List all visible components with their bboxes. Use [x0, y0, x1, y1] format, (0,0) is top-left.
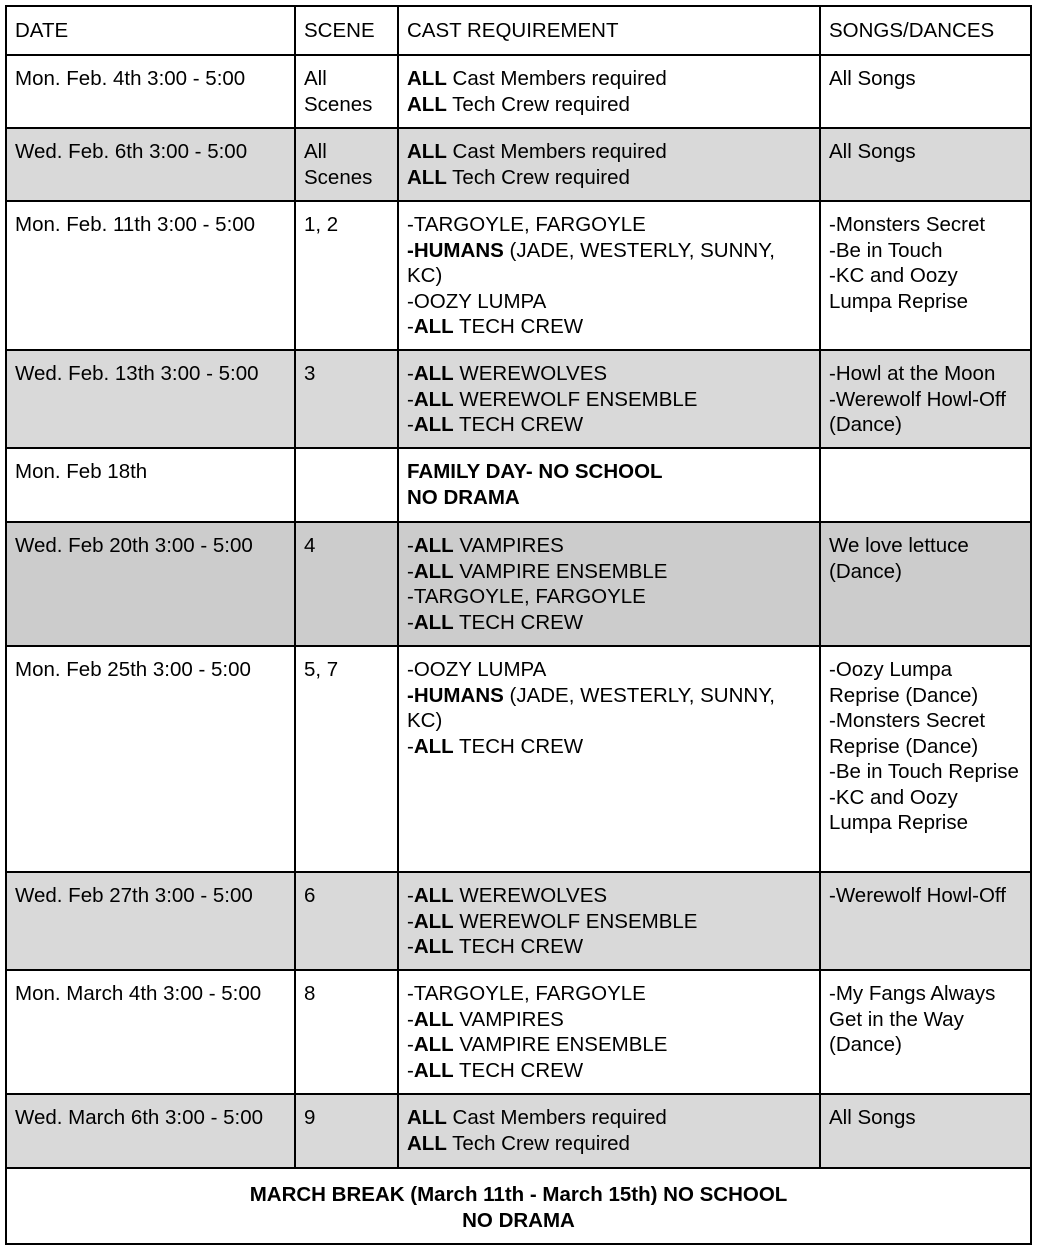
header-cast-requirement: CAST REQUIREMENT [398, 6, 820, 55]
cast-cell: ALL Cast Members required ALL Tech Crew required [398, 1094, 820, 1168]
date-cell: Wed. Feb. 6th 3:00 - 5:00 [6, 128, 295, 201]
header-date: DATE [6, 6, 295, 55]
songs-cell: All Songs [820, 128, 1031, 201]
header-songs-dances: SONGS/DANCES [820, 6, 1031, 55]
scene-cell: 3 [295, 350, 398, 448]
table-row [6, 201, 1031, 350]
header-scene: SCENE [295, 6, 398, 55]
scene-cell: 1, 2 [295, 201, 398, 350]
date-cell: Wed. Feb 27th 3:00 - 5:00 [6, 872, 295, 970]
cast-cell: ALL Cast Members required ALL Tech Crew required [398, 128, 820, 201]
table-row [6, 448, 1031, 522]
songs-cell: -Werewolf Howl-Off [820, 872, 1031, 970]
cast-cell: ALL Cast Members required ALL Tech Crew required [398, 55, 820, 128]
cast-cell: -OOZY LUMPA -HUMANS (JADE, WESTERLY, SUNNY, KC) -ALL TECH CREW [398, 646, 820, 872]
table-row [6, 1094, 1031, 1168]
scene-cell: 4 [295, 522, 398, 646]
table-row [6, 872, 1031, 970]
scene-cell: 5, 7 [295, 646, 398, 872]
cast-cell: -TARGOYLE, FARGOYLE -ALL VAMPIRES -ALL VAMPIRE ENSEMBLE -ALL TECH CREW [398, 970, 820, 1094]
songs-cell [820, 448, 1031, 522]
songs-cell: All Songs [820, 1094, 1031, 1168]
scene-cell: All Scenes [295, 55, 398, 128]
schedule-body [6, 55, 1031, 1244]
table-row [6, 128, 1031, 201]
songs-cell: -My Fangs Always Get in the Way (Dance) [820, 970, 1031, 1094]
table-row [6, 55, 1031, 128]
date-cell: Wed. Feb 20th 3:00 - 5:00 [6, 522, 295, 646]
date-cell: Mon. Feb. 11th 3:00 - 5:00 [6, 201, 295, 350]
march-break-notice: MARCH BREAK (March 11th - March 15th) NO SCHOOL NO DRAMA [6, 1168, 1031, 1244]
songs-cell: All Songs [820, 55, 1031, 128]
cast-cell: -ALL VAMPIRES -ALL VAMPIRE ENSEMBLE -TARGOYLE, FARGOYLE -ALL TECH CREW [398, 522, 820, 646]
date-cell: Mon. Feb. 4th 3:00 - 5:00 [6, 55, 295, 128]
date-cell: Mon. Feb 18th [6, 448, 295, 522]
schedule-table [5, 5, 1032, 1245]
date-cell: Mon. Feb 25th 3:00 - 5:00 [6, 646, 295, 872]
scene-cell: All Scenes [295, 128, 398, 201]
scene-cell: 6 [295, 872, 398, 970]
cast-cell: FAMILY DAY- NO SCHOOL NO DRAMA [398, 448, 820, 522]
table-row [6, 646, 1031, 872]
songs-cell: We love lettuce (Dance) [820, 522, 1031, 646]
songs-cell: -Monsters Secret -Be in Touch -KC and Oozy Lumpa Reprise [820, 201, 1031, 350]
footer-row [6, 1168, 1031, 1244]
cast-cell: -TARGOYLE, FARGOYLE -HUMANS (JADE, WESTERLY, SUNNY, KC) -OOZY LUMPA -ALL TECH CREW [398, 201, 820, 350]
cast-cell: -ALL WEREWOLVES -ALL WEREWOLF ENSEMBLE -ALL TECH CREW [398, 350, 820, 448]
header-row [6, 6, 1031, 55]
songs-cell: -Oozy Lumpa Reprise (Dance) -Monsters Secret Reprise (Dance) -Be in Touch Reprise -KC and Oozy Lumpa Reprise [820, 646, 1031, 872]
scene-cell [295, 448, 398, 522]
date-cell: Wed. Feb. 13th 3:00 - 5:00 [6, 350, 295, 448]
date-cell: Mon. March 4th 3:00 - 5:00 [6, 970, 295, 1094]
table-row [6, 970, 1031, 1094]
table-row [6, 522, 1031, 646]
scene-cell: 8 [295, 970, 398, 1094]
songs-cell: -Howl at the Moon -Werewolf Howl-Off (Dance) [820, 350, 1031, 448]
date-cell: Wed. March 6th 3:00 - 5:00 [6, 1094, 295, 1168]
scene-cell: 9 [295, 1094, 398, 1168]
table-row [6, 350, 1031, 448]
cast-cell: -ALL WEREWOLVES -ALL WEREWOLF ENSEMBLE -ALL TECH CREW [398, 872, 820, 970]
